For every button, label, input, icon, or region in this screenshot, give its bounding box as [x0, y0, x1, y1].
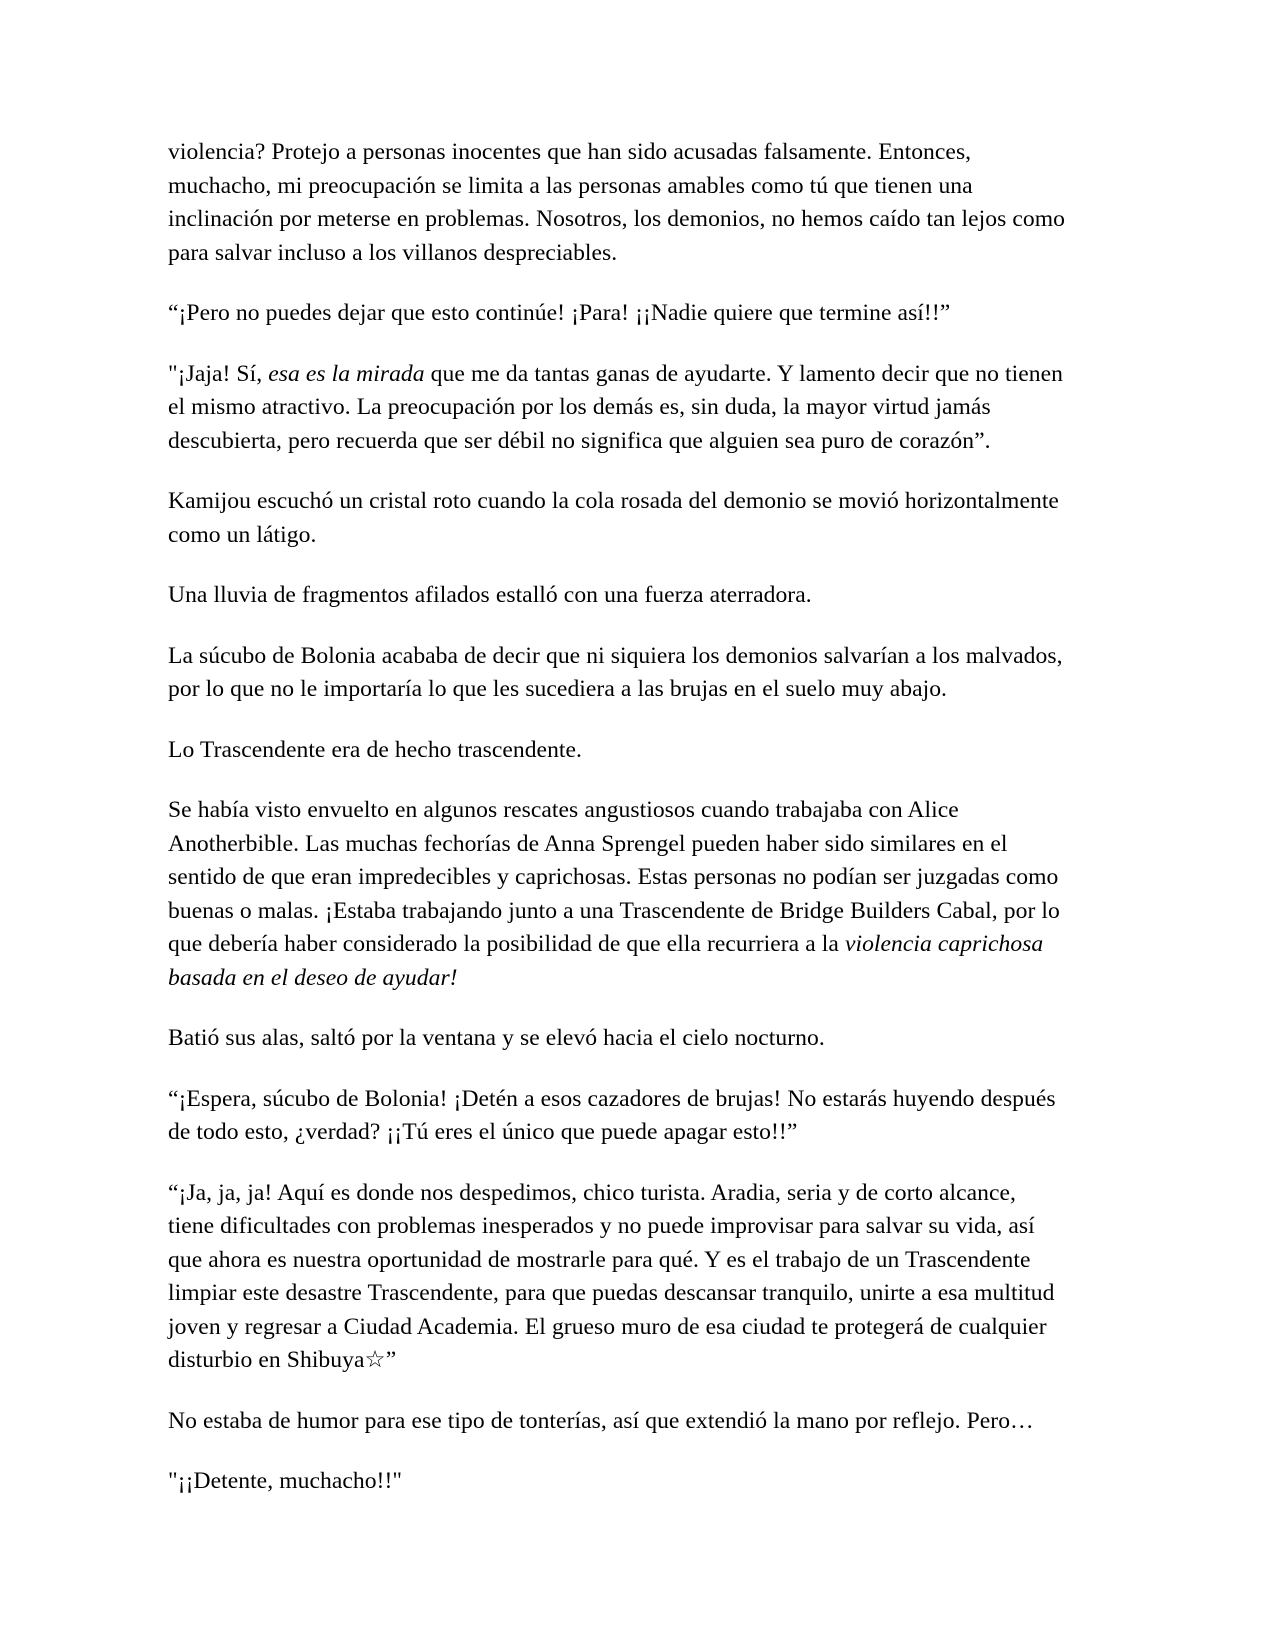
paragraph — [168, 640, 1068, 707]
paragraph — [168, 579, 1068, 613]
paragraph-text: Kamijou escuchó un cristal roto cuando la cola rosada del demonio se movió horizontalmente como un látigo. — [168, 488, 1059, 548]
paragraph-text: La súcubo de Bolonia acababa de decir que ni siquiera los demonios salvarían a los malvados, por lo que no le importaría lo que les sucediera a las brujas en el suelo muy abajo. — [168, 642, 1063, 702]
paragraph — [168, 1022, 1068, 1056]
paragraph — [168, 136, 1068, 270]
paragraph — [168, 1083, 1068, 1150]
paragraph — [168, 1177, 1068, 1378]
paragraph-text: que me da tantas ganas de ayudarte. Y lamento decir que no tienen el mismo atractivo. La preocupación por los demás es, sin duda, la mayor virtud jamás descubierta, pero recuerda que ser débil no significa que alguien sea puro de corazón”. — [168, 360, 1063, 454]
paragraph — [168, 734, 1068, 768]
paragraph — [168, 358, 1068, 459]
emphasis-text: esa es la mirada — [268, 360, 425, 387]
paragraph-text: Lo Trascendente era de hecho trascendente. — [168, 736, 583, 763]
paragraph-text: “¡Ja, ja, ja! Aquí es donde nos despedimos, chico turista. Aradia, seria y de corto alcance, tiene dificultades con problemas inesperados y no puede improvisar para salvar su vida, así que ahora es nuestra oportunidad de mostrarle para qué. Y es el trabajo de un Trascendente limpiar este desastre Trascendente, para que puedas descansar tranquilo, unirte a esa multitud joven y regresar a Ciudad Academia. El grueso muro de esa ciudad te protegerá de cualquier disturbio en Shibuya — [168, 1179, 1055, 1373]
paragraph — [168, 485, 1068, 552]
paragraph-text: No estaba de humor para ese tipo de tonterías, así que extendió la mano por reflejo. Pero… — [168, 1407, 1034, 1434]
paragraph-text: ” — [385, 1347, 397, 1373]
paragraph — [168, 794, 1068, 995]
star-icon: ☆ — [364, 1347, 386, 1373]
paragraph-text: Una lluvia de fragmentos afilados estalló con una fuerza aterradora. — [168, 582, 812, 608]
paragraph-text: violencia? Protejo a personas inocentes que han sido acusadas falsamente. Entonces, muchacho, mi preocupación se limita a las personas amables como tú que tienen una inclinación por meterse en problemas. Nosotros, los demonios, no hemos caído tan lejos como para salvar incluso a los villanos despreciables. — [168, 139, 1065, 266]
paragraph-text: "¡Jaja! Sí, — [168, 360, 269, 387]
paragraph-text: Batió sus alas, saltó por la ventana y se elevó hacia el cielo nocturno. — [168, 1025, 825, 1051]
paragraph-text: "¡¡Detente, muchacho!!" — [168, 1468, 403, 1494]
paragraph — [168, 1465, 1068, 1499]
document-body — [168, 136, 1068, 1499]
paragraph-text: “¡Pero no puedes dejar que esto continúe! ¡Para! ¡¡Nadie quiere que termine así!!” — [168, 300, 951, 326]
paragraph — [168, 1405, 1068, 1439]
paragraph-text: Se había visto envuelto en algunos rescates angustiosos cuando trabajaba con Alice Anotherbible. Las muchas fechorías de Anna Sprengel pueden haber sido similares en el sentido de que eran impredecibles y caprichosas. Estas personas no podían ser juzgadas como buenas o malas. ¡Estaba trabajando junto a una Trascendente de Bridge Builders Cabal, por lo que debería haber considerado la posibilidad de que ella recurriera a la — [168, 797, 1060, 957]
emphasis-text: violencia caprichosa basada en el deseo de ayudar! — [168, 931, 1044, 991]
paragraph — [168, 297, 1068, 331]
paragraph-text: “¡Espera, súcubo de Bolonia! ¡Detén a esos cazadores de brujas! No estarás huyendo después de todo esto, ¿verdad? ¡¡Tú eres el único que puede apagar esto!!” — [168, 1085, 1056, 1145]
